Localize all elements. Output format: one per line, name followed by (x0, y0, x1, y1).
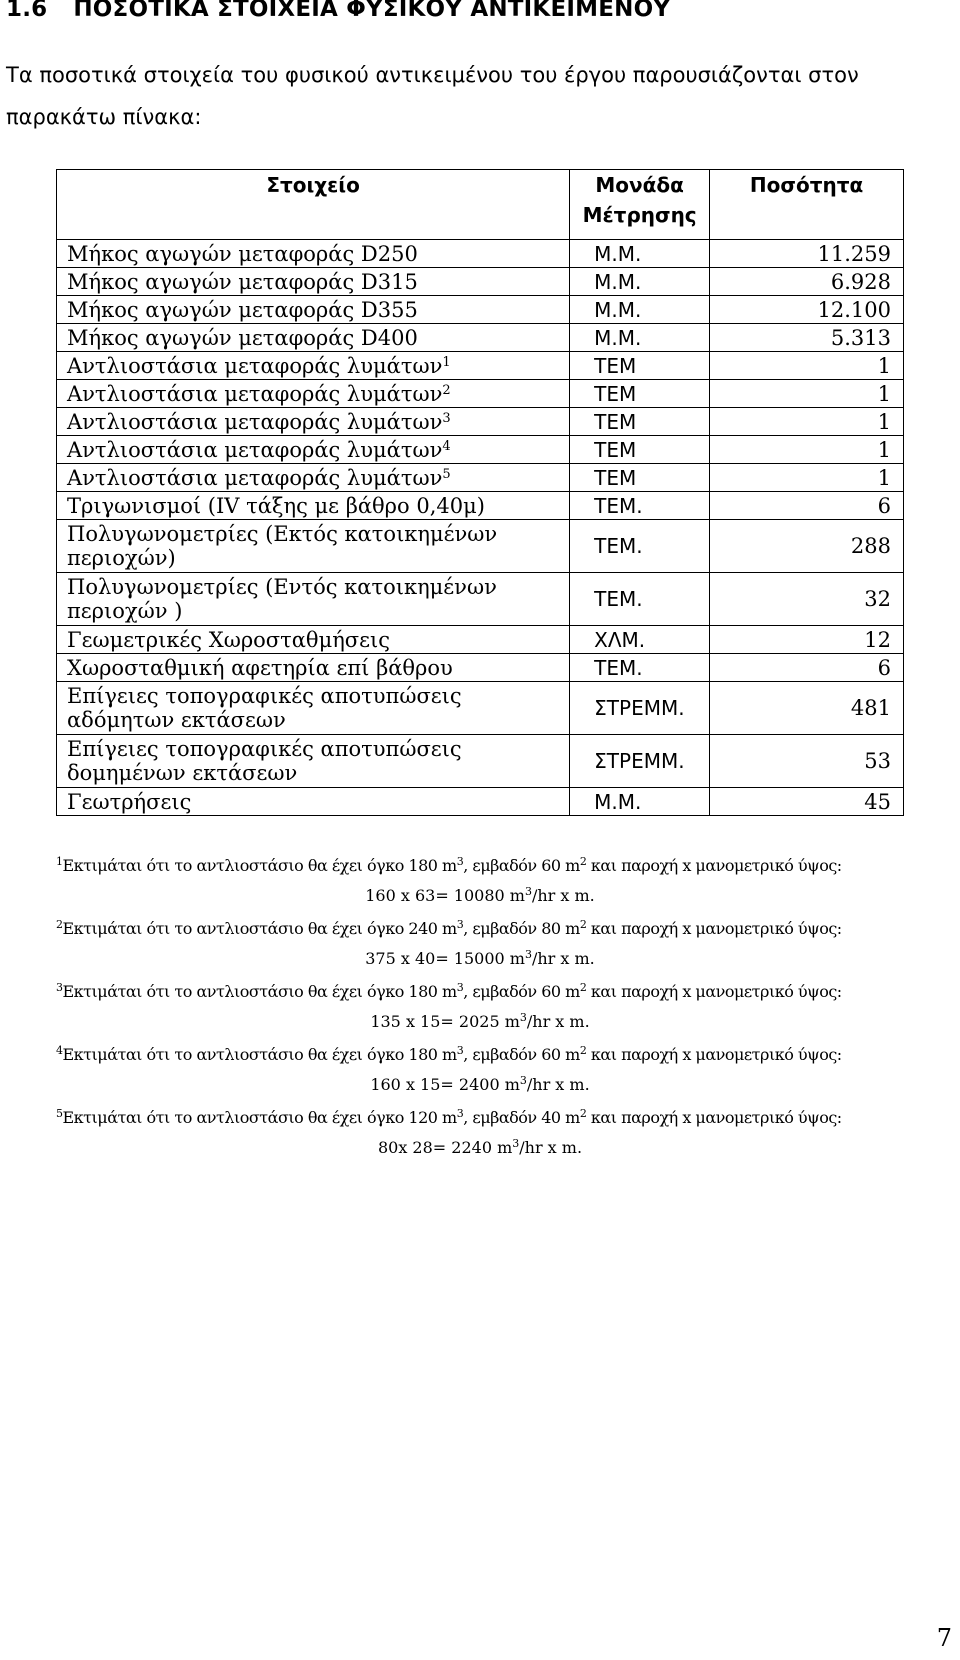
row-unit: ΣΤΡΕΜΜ. (570, 735, 710, 788)
row-unit: ΤΕΜ (570, 352, 710, 380)
row-quantity: 1 (710, 464, 904, 492)
footnote-calculation (56, 1070, 904, 1100)
superscript: 3 (456, 855, 464, 868)
footnote-body: , εμβαδόν 40 m (463, 1108, 580, 1127)
table-row (57, 520, 904, 573)
table-row (57, 296, 904, 324)
row-item (57, 626, 570, 654)
row-item (57, 735, 570, 788)
row-item (57, 654, 570, 682)
row-item-text: Γεωμετρικές Χωροσταθμήσεις (67, 627, 391, 652)
row-item-text: Μήκος αγωγών μεταφοράς D315 (67, 269, 418, 294)
superscript: 3 (456, 918, 464, 931)
section-heading (6, 0, 670, 22)
row-quantity: 6.928 (710, 268, 904, 296)
footnote (56, 1103, 904, 1163)
footnote (56, 1040, 904, 1100)
footnote-text (56, 851, 904, 881)
table-row (57, 240, 904, 268)
row-item-text: Επίγειες τοπογραφικές αποτυπώσεις αδόμητων εκτάσεων (67, 684, 462, 732)
row-item-text: Αντλιοστάσια μεταφοράς λυμάτων (67, 381, 443, 406)
row-item-text: Χωροσταθμική αφετηρία επί βάθρου (67, 655, 453, 680)
calc-text: /hr x m. (531, 949, 595, 968)
table-row (57, 324, 904, 352)
calc-text: /hr x m. (519, 1138, 583, 1157)
footnote (56, 851, 904, 911)
row-unit: Μ.Μ. (570, 788, 710, 816)
row-unit: Μ.Μ. (570, 296, 710, 324)
row-quantity: 288 (710, 520, 904, 573)
row-item (57, 352, 570, 380)
section-title: ΠΟΣΟΤΙΚΑ ΣΤΟΙΧΕΙΑ ΦΥΣΙΚΟΥ ΑΝΤΙΚΕΙΜΕΝΟΥ (73, 0, 671, 22)
row-unit: ΤΕΜ. (570, 573, 710, 626)
superscript: 3 (456, 1044, 464, 1057)
row-quantity: 481 (710, 682, 904, 735)
row-item-text: Επίγειες τοπογραφικές αποτυπώσεις δομημένων εκτάσεων (67, 737, 462, 785)
table-header-row (57, 170, 904, 240)
table-row (57, 380, 904, 408)
section-number: 1.6 (6, 0, 48, 22)
table-row (57, 436, 904, 464)
footnote-text (56, 1103, 904, 1133)
row-unit: ΣΤΡΕΜΜ. (570, 682, 710, 735)
calc-text: /hr x m. (526, 1012, 590, 1031)
footnote-body: Εκτιμάται ότι το αντλιοστάσιο θα έχει όγκο 120 m (62, 1108, 457, 1127)
footnote-ref: 4 (442, 438, 451, 454)
table-row (57, 268, 904, 296)
row-item (57, 520, 570, 573)
row-unit: ΤΕΜ (570, 408, 710, 436)
superscript: 3 (519, 1011, 527, 1024)
footnote-calculation (56, 1007, 904, 1037)
footnote-text (56, 977, 904, 1007)
intro-paragraph: Τα ποσοτικά στοιχεία του φυσικού αντικειμένου του έργου παρουσιάζονται στον παρακάτω πίνακα: (6, 63, 859, 129)
row-unit: Μ.Μ. (570, 324, 710, 352)
footnote-body: , εμβαδόν 80 m (463, 919, 580, 938)
table-body (57, 240, 904, 816)
row-item-text: Αντλιοστάσια μεταφοράς λυμάτων (67, 437, 443, 462)
footnote-text (56, 1040, 904, 1070)
superscript: 2 (579, 1044, 587, 1057)
footnote-ref: 3 (442, 410, 451, 426)
row-unit: ΧΛΜ. (570, 626, 710, 654)
row-item (57, 240, 570, 268)
row-item-text: Πολυγωνομετρίες (Εντός κατοικημένων περιοχών ) (67, 575, 497, 623)
footnote-number: 3 (56, 981, 63, 994)
footnote-body: και παροχή x μανομετρικό ύψος: (586, 856, 842, 875)
row-item (57, 296, 570, 324)
row-item-text: Πολυγωνομετρίες (Εκτός κατοικημένων περιοχών) (67, 522, 498, 570)
header-quantity: Ποσότητα (710, 170, 904, 240)
row-item-text: Αντλιοστάσια μεταφοράς λυμάτων (67, 465, 443, 490)
superscript: 3 (524, 948, 532, 961)
row-item-text: Μήκος αγωγών μεταφοράς D400 (67, 325, 418, 350)
row-quantity: 1 (710, 352, 904, 380)
footnote-body: Εκτιμάται ότι το αντλιοστάσιο θα έχει όγκο 180 m (62, 982, 457, 1001)
row-unit: ΤΕΜ (570, 464, 710, 492)
footnote-body: και παροχή x μανομετρικό ύψος: (586, 982, 842, 1001)
row-quantity: 5.313 (710, 324, 904, 352)
row-item (57, 380, 570, 408)
table-row (57, 492, 904, 520)
superscript: 3 (512, 1137, 520, 1150)
superscript: 2 (579, 981, 587, 994)
calc-text: 375 x 40= 15000 m (365, 949, 525, 968)
footnote-number: 2 (56, 918, 63, 931)
superscript: 3 (519, 1074, 527, 1087)
row-item (57, 408, 570, 436)
row-quantity: 45 (710, 788, 904, 816)
row-item (57, 492, 570, 520)
page-number: 7 (936, 1624, 952, 1652)
footnote-body: Εκτιμάται ότι το αντλιοστάσιο θα έχει όγκο 180 m (62, 856, 457, 875)
superscript: 3 (456, 1107, 464, 1120)
table-row (57, 352, 904, 380)
footnote-ref: 2 (442, 382, 451, 398)
footnote-ref: 5 (442, 466, 451, 482)
footnote-body: , εμβαδόν 60 m (463, 1045, 580, 1064)
footnote (56, 977, 904, 1037)
footnotes (56, 851, 904, 1166)
calc-text: 160 x 63= 10080 m (365, 886, 525, 905)
row-item-text: Γεωτρήσεις (67, 789, 192, 814)
superscript: 2 (579, 855, 587, 868)
calc-text: 160 x 15= 2400 m (370, 1075, 520, 1094)
calc-text: 80x 28= 2240 m (377, 1138, 513, 1157)
row-quantity: 6 (710, 654, 904, 682)
row-quantity: 53 (710, 735, 904, 788)
footnote-calculation (56, 1133, 904, 1163)
row-unit: ΤΕΜ (570, 380, 710, 408)
header-unit: Μονάδα Μέτρησης (570, 170, 710, 240)
row-unit: ΤΕΜ. (570, 654, 710, 682)
table-row (57, 626, 904, 654)
footnote-body: και παροχή x μανομετρικό ύψος: (586, 1108, 842, 1127)
row-quantity: 12.100 (710, 296, 904, 324)
footnote-body: , εμβαδόν 60 m (463, 982, 580, 1001)
superscript: 2 (579, 918, 587, 931)
table-row (57, 573, 904, 626)
row-item (57, 464, 570, 492)
row-quantity: 12 (710, 626, 904, 654)
footnote-body: Εκτιμάται ότι το αντλιοστάσιο θα έχει όγκο 180 m (62, 1045, 457, 1064)
row-unit: ΤΕΜ. (570, 520, 710, 573)
row-item (57, 324, 570, 352)
row-item-text: Μήκος αγωγών μεταφοράς D250 (67, 241, 418, 266)
footnote (56, 914, 904, 974)
row-quantity: 1 (710, 408, 904, 436)
superscript: 3 (456, 981, 464, 994)
row-item-text: Μήκος αγωγών μεταφοράς D355 (67, 297, 418, 322)
table-row (57, 654, 904, 682)
table-row (57, 735, 904, 788)
table-row (57, 682, 904, 735)
row-item-text: Τριγωνισμοί (IV τάξης με βάθρο 0,40μ) (67, 493, 485, 518)
footnote-number: 4 (56, 1044, 63, 1057)
row-unit: Μ.Μ. (570, 268, 710, 296)
superscript: 3 (524, 885, 532, 898)
row-quantity: 1 (710, 380, 904, 408)
row-item (57, 573, 570, 626)
footnote-ref: 1 (442, 354, 451, 370)
footnote-body: Εκτιμάται ότι το αντλιοστάσιο θα έχει όγκο 240 m (62, 919, 457, 938)
calc-text: 135 x 15= 2025 m (370, 1012, 520, 1031)
footnote-number: 5 (56, 1107, 63, 1120)
superscript: 2 (579, 1107, 587, 1120)
table-row (57, 464, 904, 492)
row-quantity: 6 (710, 492, 904, 520)
row-quantity: 1 (710, 436, 904, 464)
row-unit: ΤΕΜ. (570, 492, 710, 520)
footnote-text (56, 914, 904, 944)
table-row (57, 408, 904, 436)
row-item (57, 788, 570, 816)
row-item (57, 682, 570, 735)
row-item (57, 268, 570, 296)
row-quantity: 11.259 (710, 240, 904, 268)
footnote-body: , εμβαδόν 60 m (463, 856, 580, 875)
footnote-body: και παροχή x μανομετρικό ύψος: (586, 919, 842, 938)
footnote-calculation (56, 944, 904, 974)
footnote-calculation (56, 881, 904, 911)
calc-text: /hr x m. (526, 1075, 590, 1094)
table-row (57, 788, 904, 816)
row-item (57, 436, 570, 464)
row-unit: Μ.Μ. (570, 240, 710, 268)
row-unit: ΤΕΜ (570, 436, 710, 464)
footnote-body: και παροχή x μανομετρικό ύψος: (586, 1045, 842, 1064)
row-quantity: 32 (710, 573, 904, 626)
row-item-text: Αντλιοστάσια μεταφοράς λυμάτων (67, 353, 443, 378)
header-item: Στοιχείο (57, 170, 570, 240)
quantities-table (56, 169, 904, 816)
row-item-text: Αντλιοστάσια μεταφοράς λυμάτων (67, 409, 443, 434)
calc-text: /hr x m. (531, 886, 595, 905)
footnote-number: 1 (56, 855, 63, 868)
